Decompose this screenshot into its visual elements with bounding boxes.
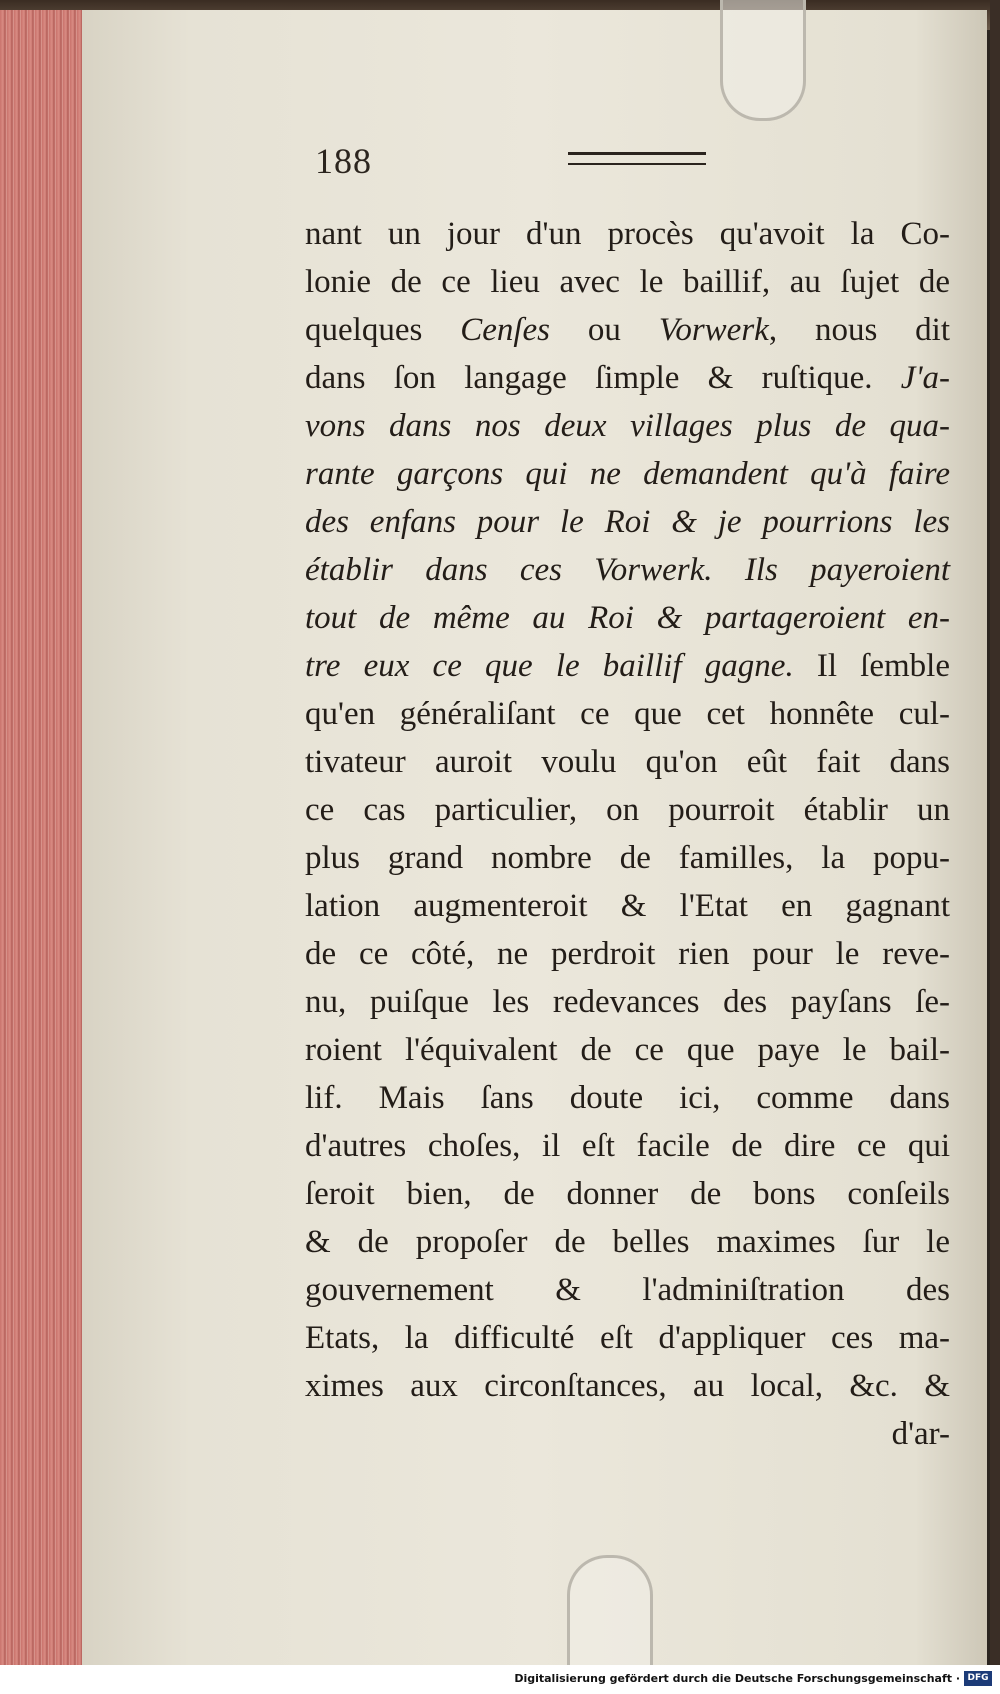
- text-line: [305, 882, 950, 930]
- text-line: [305, 930, 950, 978]
- italic-text-segment: vons dans nos deux villages plus de qua-: [305, 408, 950, 444]
- text-line: [305, 978, 950, 1026]
- italic-text-segment: tout de même au Roi & partageroient en-: [305, 600, 950, 636]
- book-page-edges: [0, 10, 84, 1665]
- digitization-footer: [0, 1665, 1000, 1694]
- text-segment: & de propoſer de belles maximes ſur le: [305, 1224, 950, 1260]
- text-line: [305, 594, 950, 642]
- text-line: [305, 738, 950, 786]
- text-segment: lonie de ce lieu avec le baillif, au ſujet de: [305, 264, 950, 300]
- text-segment: lif. Mais ſans doute ici, comme dans: [305, 1080, 950, 1116]
- text-segment: roient l'équivalent de ce que paye le bail-: [305, 1032, 950, 1068]
- text-segment: Etats, la difficulté eſt d'appliquer ces ma-: [305, 1320, 950, 1356]
- text-line: [305, 1218, 950, 1266]
- text-line: [305, 642, 950, 690]
- text-segment: ou: [550, 312, 659, 348]
- italic-text-segment: rante garçons qui ne demandent qu'à faire: [305, 456, 950, 492]
- text-line: [305, 1266, 950, 1314]
- digitization-credit: Digitalisierung gefördert durch die Deutsche Forschungsgemeinschaft ·: [514, 1672, 960, 1685]
- text-line: [305, 834, 950, 882]
- text-line: [305, 546, 950, 594]
- text-line: [305, 354, 950, 402]
- text-line: [305, 210, 950, 258]
- page-clip-top: [720, 0, 806, 121]
- text-line: [305, 450, 950, 498]
- text-line: [305, 1362, 950, 1410]
- text-line: [305, 1074, 950, 1122]
- text-segment: Il ſemble: [793, 648, 950, 684]
- italic-text-segment: établir dans ces Vorwerk. Ils payeroient: [305, 552, 950, 588]
- text-segment: ximes aux circonſtances, au local, &c. &: [305, 1368, 950, 1404]
- page-clip-bottom: [567, 1555, 653, 1668]
- text-segment: gouvernement & l'adminiſtration des: [305, 1272, 950, 1308]
- text-line: [305, 1314, 950, 1362]
- text-segment: tivateur auroit voulu qu'on eût fait dans: [305, 744, 950, 780]
- text-segment: quelques: [305, 312, 461, 348]
- text-line: [305, 306, 950, 354]
- text-segment: nant un jour d'un procès qu'avoit la Co-: [305, 216, 950, 252]
- italic-text-segment: des enfans pour le Roi & je pourrions les: [305, 504, 950, 540]
- page-text: [305, 210, 950, 1458]
- italic-text-segment: tre eux ce que le baillif gagne.: [305, 648, 794, 684]
- text-line: [305, 1122, 950, 1170]
- text-line: [305, 1170, 950, 1218]
- text-segment: , nous dit: [768, 312, 951, 348]
- header-rule: [568, 152, 706, 165]
- text-line: [305, 258, 950, 306]
- catchword: d'ar-: [891, 1416, 950, 1452]
- text-segment: nu, puiſque les redevances des payſans ſe-: [305, 984, 950, 1020]
- text-line: [305, 1026, 950, 1074]
- text-segment: plus grand nombre de familles, la popu-: [305, 840, 950, 876]
- text-segment: ſeroit bien, de donner de bons conſeils: [305, 1176, 950, 1212]
- text-segment: d'autres choſes, il eſt facile de dire ce qui: [305, 1128, 950, 1164]
- text-line: [305, 786, 950, 834]
- text-segment: de ce côté, ne perdroit rien pour le reve-: [305, 936, 950, 972]
- page-number: 188: [315, 141, 372, 181]
- italic-text-segment: Cenſes: [460, 312, 551, 348]
- text-line: [305, 402, 950, 450]
- text-line: [305, 498, 950, 546]
- text-segment: lation augmenteroit & l'Etat en gagnant: [305, 888, 950, 924]
- italic-text-segment: J'a-: [900, 360, 950, 396]
- text-line: [305, 690, 950, 738]
- italic-text-segment: Vorwerk: [658, 312, 769, 348]
- text-segment: qu'en généraliſant ce que cet honnête cul-: [305, 696, 950, 732]
- text-segment: ce cas particulier, on pourroit établir un: [305, 792, 950, 828]
- dfg-logo-icon: DFG: [964, 1671, 992, 1686]
- scan-background-right: [990, 0, 1000, 1694]
- text-segment: dans ſon langage ſimple & ruſtique.: [305, 360, 901, 396]
